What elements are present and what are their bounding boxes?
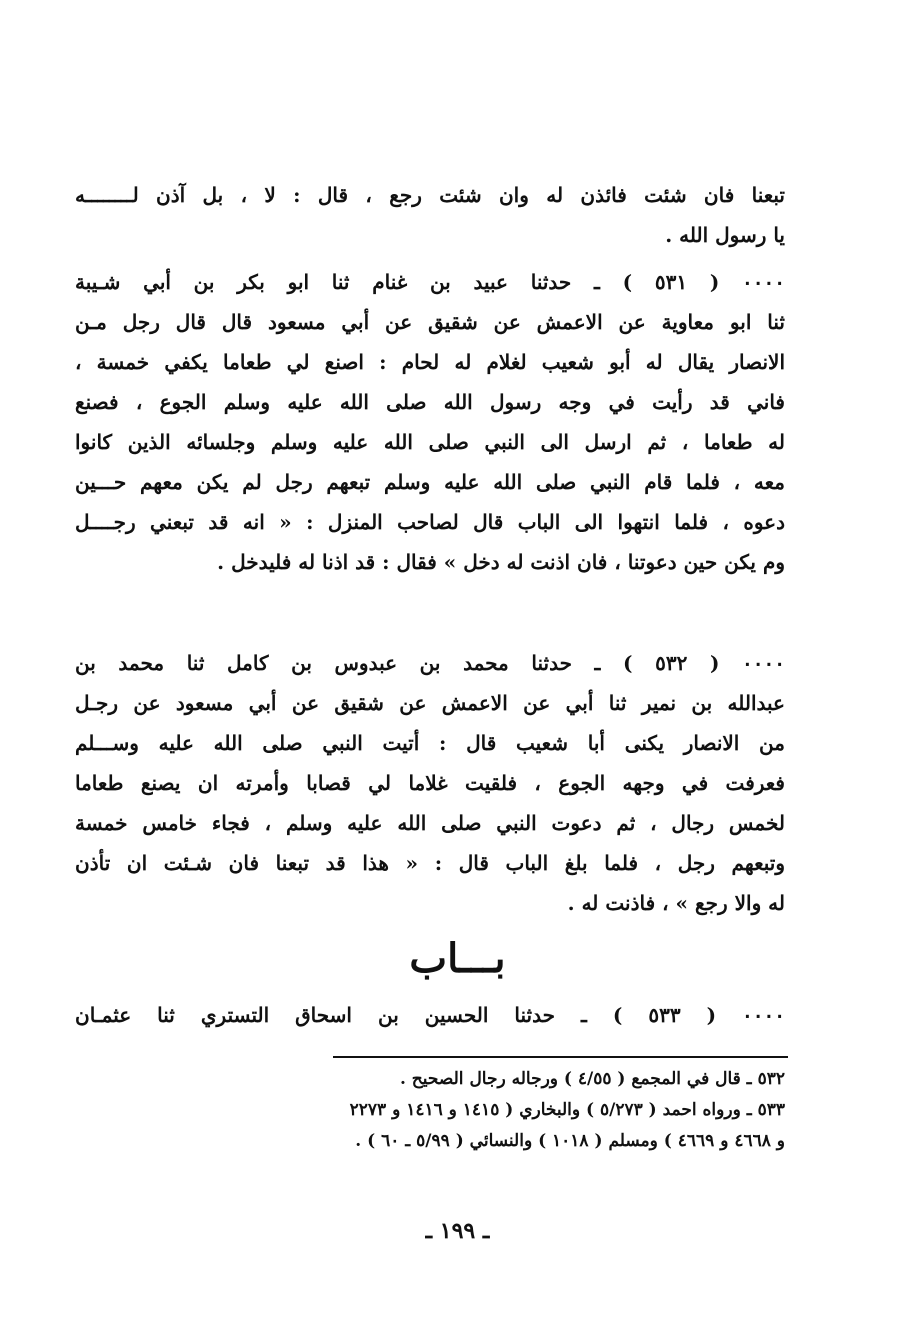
text-line: وم يكن حين دعوتنا ، فان اذنت له دخل » فقال : قد اذنا له فليدخل . <box>217 550 785 574</box>
text-line: لخمس رجال ، ثم دعوت النبي صلى الله عليه وسلم ، فجاء خامس خمسة <box>75 811 785 835</box>
hadith-532 <box>75 643 785 923</box>
text-line: له والا رجع » ، فاذنت له . <box>567 891 785 915</box>
footnote-line: و ٤٦٦٨ و ٤٦٦٩ ) ومسلم ( ١٠١٨ ) والنسائي ( ٥/٩٩ ـ ٦٠ ) . <box>355 1131 785 1151</box>
footnote-line: ٥٣٣ ـ ورواه احمد ( ٥/٢٧٣ ) والبخاري ( ١٤١٥ و ١٤١٦ و ٢٢٧٣ <box>349 1100 785 1120</box>
text-line: الانصار يقال له أبو شعيب لغلام له لحام : اصنع لي طعاما يكفي خمسة ، <box>75 350 785 374</box>
footnotes <box>95 1064 785 1157</box>
footnote-line: ٥٣٢ ـ قال في المجمع ( ٤/٥٥ ) ورجاله رجال الصحيح . <box>399 1069 785 1089</box>
page-number: ـ ١٩٩ ـ <box>425 1218 490 1244</box>
text-line: يا رسول الله . <box>665 223 785 247</box>
text-line: عبدالله بن نمير ثنا أبي عن الاعمش عن شقيق عن أبي مسعود عن رجـل <box>75 691 785 715</box>
text-line: معه ، فلما قام النبي صلى الله عليه وسلم تبعهم رجل لم يكن معهم حـــين <box>75 470 785 494</box>
text-line: له طعاما ، ثم ارسل الى النبي صلى الله عليه وسلم وجلسائه الذين كانوا <box>75 430 785 454</box>
text-line: ثنا ابو معاوية عن الاعمش عن شقيق عن أبي مسعود قال قال رجل مـن <box>75 310 785 334</box>
text-line: ۰۰۰۰ ( ٥٣١ ) ـ حدثنا عبيد بن غنام ثنا ابو بكر بن أبي شـيبة <box>75 270 785 294</box>
section-heading: بـــاب <box>409 935 506 982</box>
paragraph-continuation <box>75 175 785 255</box>
text-line: وتبعهم رجل ، فلما بلغ الباب قال : « هذا قد تبعنا فان شـئت ان تأذن <box>75 851 785 875</box>
text-line: فعرفت في وجهه الجوع ، فلقيت غلاما لي قصابا وأمرته ان يصنع طعاما <box>75 771 785 795</box>
hadith-533 <box>75 995 785 1035</box>
text-line: تبعنا فان شئت فائذن له وان شئت رجع ، قال : لا ، بل آذن لــــــــه <box>75 183 785 207</box>
text-line: من الانصار يكنى أبا شعيب قال : أتيت النبي صلى الله عليه وســـلم <box>75 731 785 755</box>
text-line: ۰۰۰۰ ( ٥٣٣ ) ـ حدثنا الحسين بن اسحاق التستري ثنا عثمـان <box>75 1003 785 1027</box>
text-line: ۰۰۰۰ ( ٥٣٢ ) ـ حدثنا محمد بن عبدوس بن كامل ثنا محمد بن <box>75 651 785 675</box>
hadith-531 <box>75 262 785 582</box>
text-line: دعوه ، فلما انتهوا الى الباب قال لصاحب المنزل : « انه قد تبعني رجــــل <box>75 510 785 534</box>
footnote-divider <box>333 1056 788 1058</box>
text-line: فاني قد رأيت في وجه رسول الله صلى الله عليه وسلم الجوع ، فصنع <box>75 390 785 414</box>
